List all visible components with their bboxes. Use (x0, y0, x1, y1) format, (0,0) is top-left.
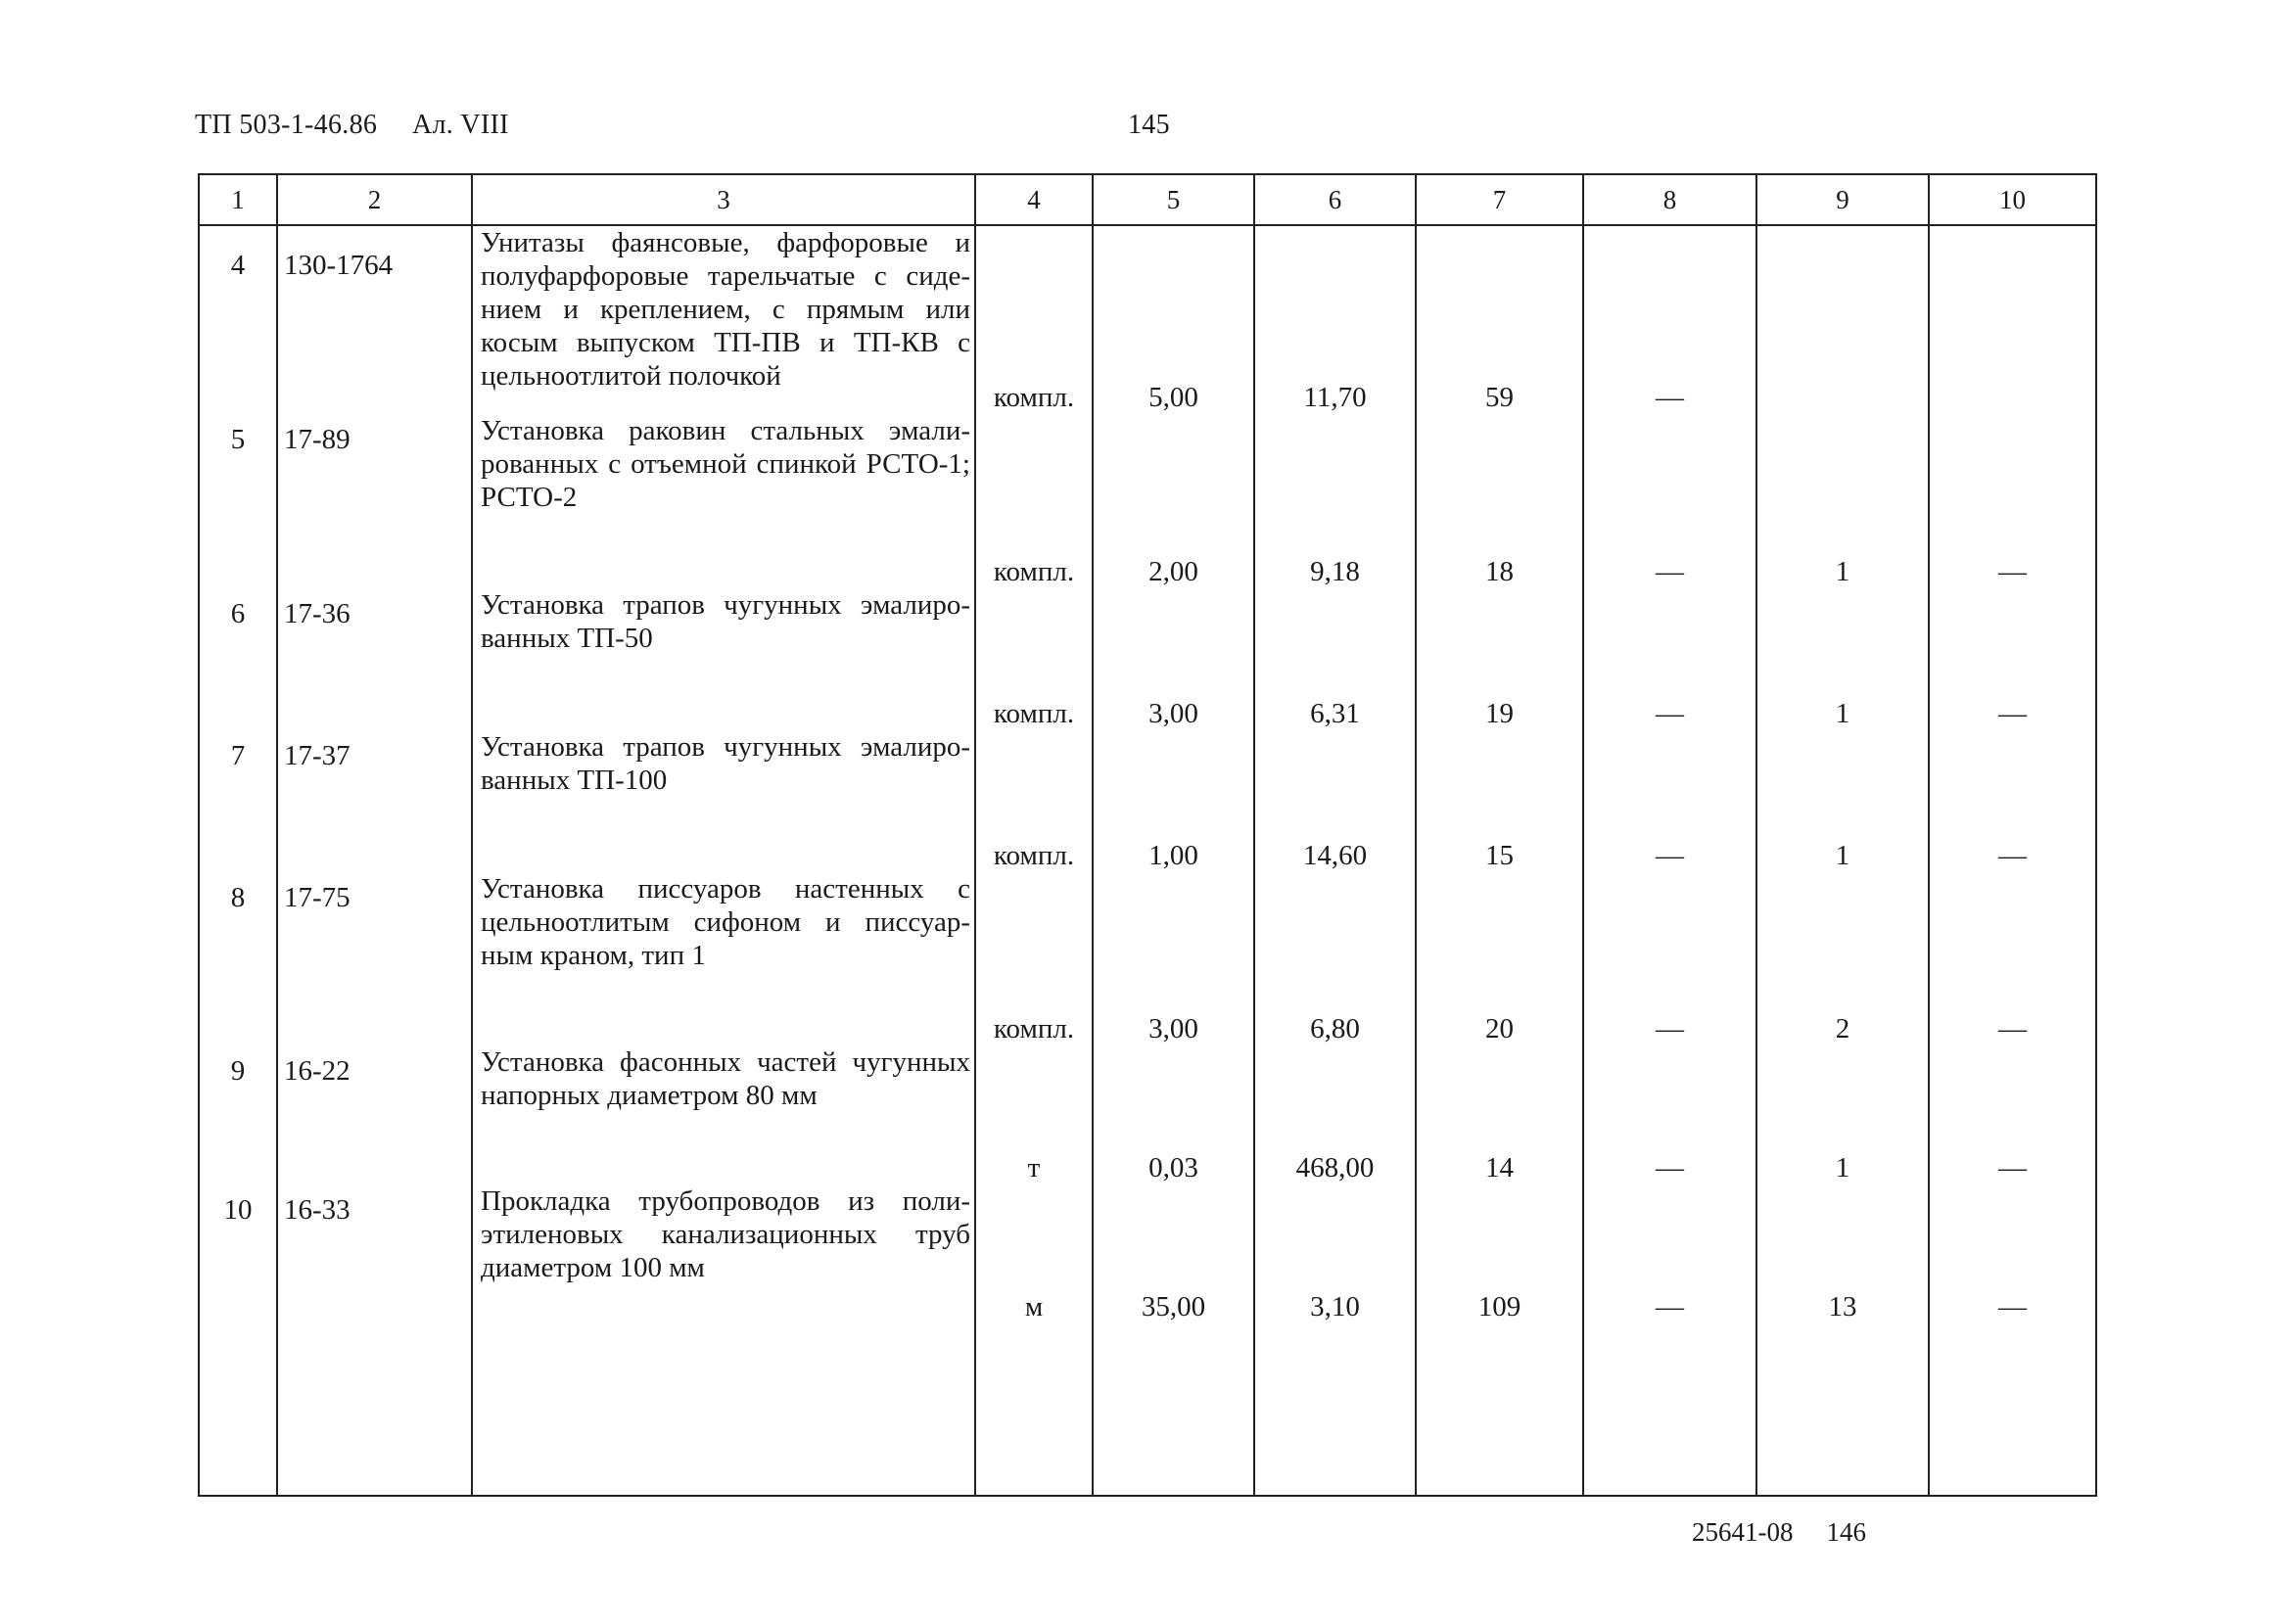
column-8-value: — (1583, 225, 1756, 414)
unit: м (975, 1184, 1093, 1323)
empty-cell (1756, 1323, 1929, 1496)
empty-cell (1093, 1323, 1254, 1496)
rate-code: 17-36 (277, 588, 472, 730)
quantity: 0,03 (1093, 1045, 1254, 1184)
rate-code: 17-75 (277, 872, 472, 1045)
table-row (199, 225, 2096, 414)
work-description: Прокладка трубопроводов из поли-этиленовых канализационных труб диаметром 100 мм (472, 1184, 975, 1323)
table-filler-row (199, 1323, 2096, 1496)
total-cost: 19 (1416, 588, 1583, 730)
empty-cell (975, 1323, 1093, 1496)
column-header: 2 (277, 174, 472, 225)
row-number: 6 (199, 588, 277, 730)
estimate-table (198, 173, 2097, 1497)
total-cost: 15 (1416, 730, 1583, 872)
work-description: Унитазы фаянсовые, фарфоровые и полуфарфоровые тарельчатые с сиде-нием и креплением, с прямым или косым выпуском ТП-ПВ и ТП-КВ с цельноотлитой полочкой (472, 225, 975, 414)
column-header: 1 (199, 174, 277, 225)
empty-cell (1583, 1323, 1756, 1496)
empty-cell (1416, 1323, 1583, 1496)
row-number: 8 (199, 872, 277, 1045)
document-code: ТП 503-1-46.86 (195, 110, 378, 140)
column-10-value: — (1929, 1045, 2096, 1184)
column-9-value: 1 (1756, 414, 1929, 588)
row-number: 7 (199, 730, 277, 872)
empty-cell (199, 1323, 277, 1496)
unit: компл. (975, 730, 1093, 872)
album-label: Ал. VIII (412, 110, 509, 140)
column-9-value: 13 (1756, 1184, 1929, 1323)
column-header: 10 (1929, 174, 2096, 225)
row-number: 5 (199, 414, 277, 588)
column-8-value: — (1583, 414, 1756, 588)
column-8-value: — (1583, 872, 1756, 1045)
work-description: Установка раковин стальных эмали-рованных с отъемной спинкой РСТО-1; РСТО-2 (472, 414, 975, 588)
table-row (199, 730, 2096, 872)
column-9-value: 1 (1756, 1045, 1929, 1184)
unit: т (975, 1045, 1093, 1184)
column-header: 4 (975, 174, 1093, 225)
column-9-value: 1 (1756, 730, 1929, 872)
total-cost: 109 (1416, 1184, 1583, 1323)
column-10-value: — (1929, 414, 2096, 588)
rate-code: 130-1764 (277, 225, 472, 414)
footer-sheet-number: 146 (1826, 1517, 1866, 1547)
unit-price: 6,31 (1254, 588, 1416, 730)
unit-price: 6,80 (1254, 872, 1416, 1045)
unit-price: 3,10 (1254, 1184, 1416, 1323)
column-9-value: 1 (1756, 588, 1929, 730)
column-header: 6 (1254, 174, 1416, 225)
table-row (199, 414, 2096, 588)
work-description: Установка писсуаров настенных с цельноотлитым сифоном и писсуар-ным краном, тип 1 (472, 872, 975, 1045)
unit: компл. (975, 872, 1093, 1045)
row-number: 4 (199, 225, 277, 414)
table-row (199, 1184, 2096, 1323)
page-number: 145 (1128, 110, 1170, 140)
quantity: 3,00 (1093, 872, 1254, 1045)
unit: компл. (975, 414, 1093, 588)
work-description: Установка фасонных частей чугунных напорных диаметром 80 мм (472, 1045, 975, 1184)
row-number: 10 (199, 1184, 277, 1323)
quantity: 1,00 (1093, 730, 1254, 872)
table-row (199, 872, 2096, 1045)
total-cost: 18 (1416, 414, 1583, 588)
row-number: 9 (199, 1045, 277, 1184)
column-header: 8 (1583, 174, 1756, 225)
footer-doc-number: 25641-08 (1692, 1517, 1794, 1547)
quantity: 5,00 (1093, 225, 1254, 414)
column-8-value: — (1583, 730, 1756, 872)
table-row (199, 1045, 2096, 1184)
column-header: 9 (1756, 174, 1929, 225)
column-header: 7 (1416, 174, 1583, 225)
quantity: 3,00 (1093, 588, 1254, 730)
unit-price: 11,70 (1254, 225, 1416, 414)
rate-code: 17-37 (277, 730, 472, 872)
unit-price: 9,18 (1254, 414, 1416, 588)
table-row (199, 588, 2096, 730)
unit-price: 468,00 (1254, 1045, 1416, 1184)
empty-cell (1254, 1323, 1416, 1496)
quantity: 35,00 (1093, 1184, 1254, 1323)
footer (1692, 1517, 1866, 1548)
empty-cell (1929, 1323, 2096, 1496)
empty-cell (472, 1323, 975, 1496)
column-10-value: — (1929, 872, 2096, 1045)
column-10-value: — (1929, 730, 2096, 872)
work-description: Установка трапов чугунных эмалиро-ванных ТП-100 (472, 730, 975, 872)
work-description: Установка трапов чугунных эмалиро-ванных ТП-50 (472, 588, 975, 730)
rate-code: 16-33 (277, 1184, 472, 1323)
unit-price: 14,60 (1254, 730, 1416, 872)
column-10-value (1929, 225, 2096, 414)
column-header: 3 (472, 174, 975, 225)
column-10-value: — (1929, 1184, 2096, 1323)
total-cost: 14 (1416, 1045, 1583, 1184)
column-9-value (1756, 225, 1929, 414)
column-8-value: — (1583, 1184, 1756, 1323)
column-header: 5 (1093, 174, 1254, 225)
column-8-value: — (1583, 588, 1756, 730)
table-header-row (199, 174, 2096, 225)
rate-code: 16-22 (277, 1045, 472, 1184)
quantity: 2,00 (1093, 414, 1254, 588)
total-cost: 20 (1416, 872, 1583, 1045)
rate-code: 17-89 (277, 414, 472, 588)
total-cost: 59 (1416, 225, 1583, 414)
column-10-value: — (1929, 588, 2096, 730)
unit: компл. (975, 588, 1093, 730)
unit: компл. (975, 225, 1093, 414)
empty-cell (277, 1323, 472, 1496)
column-8-value: — (1583, 1045, 1756, 1184)
column-9-value: 2 (1756, 872, 1929, 1045)
